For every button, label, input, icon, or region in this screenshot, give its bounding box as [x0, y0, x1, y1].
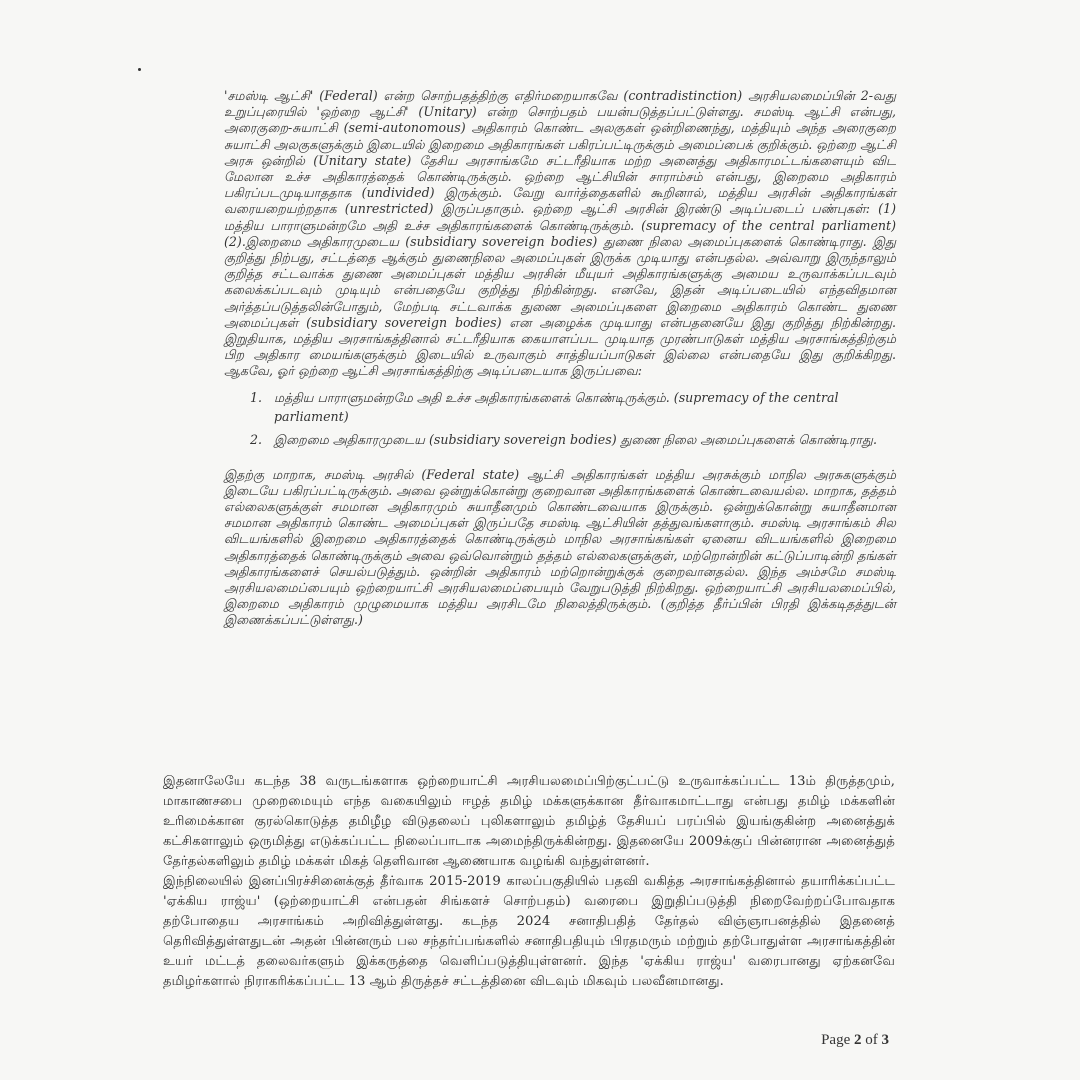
page-label: Page	[821, 1032, 851, 1048]
list-number: 1.	[250, 389, 263, 405]
list-number: 2.	[250, 431, 263, 447]
quote-paragraph-1: 'சமஸ்டி ஆட்சி' (Federal) என்ற சொற்பதத்திற்கு எதிர்மறையாகவே (contradistinction) அரசியலமைப்பின் 2-வது உறுப்புரையில் 'ஒற்றை ஆட்சி' (Unitary) என்ற சொற்பதம் பயன்படுத்தப்பட்டுள்ளது. சமஸ்டி ஆட்சி என்பது, அரைகுறை-சுயாட்சி (semi-autonomous) அதிகாரம் கொண்ட அலகுகள் ஒன்றிணைந்து, மத்தியும் அந்த அரைகுறை சுயாட்சி அலகுகளுக்கும் இடையில் இறைமை அதிகாரங்கள் பகிரப்பட்டிருக்கும் அமைப்பைக் குறிக்கும். ஒற்றை ஆட்சி அரசு ஒன்றில் (Unitary state) தேசிய அரசாங்கமே சட்டரீதியாக மற்ற அனைத்து அதிகாரமட்டங்களையும் விட மேலான உச்ச அதிகாரத்தைக் கொண்டிருக்கும். ஒற்றை ஆட்சியின் சாராம்சம் என்பது, இறைமை அதிகாரம் பகிரப்படமுடியாததாக (undivided) இருக்கும். வேறு வார்த்தைகளில் கூறினால், மத்திய அரசின் அதிகாரங்கள் வரையறையற்றதாக (unrestricted) இருப்பதாகும். ஒற்றை ஆட்சி அரசின் இரண்டு அடிப்படைப் பண்புகள்: (1) மத்திய பாராளுமன்றமே அதி உச்ச அதிகாரங்களைக் கொண்டிருக்கும். (supremacy of the central parliament) (2).இறைமை அதிகாரமுடைய (subsidiary sovereign bodies) துணை நிலை அமைப்புகளைக் கொண்டிராது. இது குறித்து நிற்பது, சட்டத்தை ஆக்கும் துணைநிலை அமைப்புகள் இருக்க முடியாது என்பதல்ல. அவ்வாறு இருந்தாலும் குறித்த சட்டவாக்க துணை அமைப்புகள் மத்திய அரசின் மீயுயர் அதிகாரங்களுக்கு அமைய உருவாக்கப்படவும் கலைக்கப்படவும் முடியும் என்பதையே குறித்து நிற்கின்றது. எனவே, இதன் அடிப்படையில் எந்தவிதமான அர்த்தப்படுத்தலின்போதும், மேற்படி சட்டவாக்க துணை அமைப்புகளை இறைமை அதிகாரம் கொண்ட துணை அமைப்புகள் (subsidiary sovereign bodies) என அழைக்க முடியாது என்பதனையே இது குறித்து நிற்கின்றது. இறுதியாக, மத்திய அரசாங்கத்தினால் சட்டரீதியாக கையாளப்பட முடியாத முரண்பாடுகள் மத்திய அரசாங்கத்திற்கும் பிற அதிகார மையங்களுக்கும் இடையில் உருவாகும் சாத்தியப்பாடுகள் இல்லை என்பதையே இது குறிக்கிறது. ஆகவே, ஓர் ஒற்றை ஆட்சி அரசாங்கத்திற்கு அடிப்படையாக இருப்பவை:	[224, 88, 896, 379]
quote-list	[224, 388, 896, 449]
quoted-block	[224, 88, 896, 629]
body-paragraph-a	[163, 772, 895, 872]
list-text: இறைமை அதிகாரமுடைய (subsidiary sovereign bodies) துணை நிலை அமைப்புகளைக் கொண்டிராது.	[274, 431, 877, 447]
page-number	[821, 1032, 889, 1049]
list-text: மத்திய பாராளுமன்றமே அதி உச்ச அதிகாரங்களைக் கொண்டிருக்கும். (supremacy of the central parliament)	[274, 389, 839, 424]
page-total: 3	[881, 1032, 889, 1048]
page-of: of	[865, 1032, 878, 1048]
quote-paragraph-2: இதற்கு மாறாக, சமஸ்டி அரசில் (Federal state) ஆட்சி அதிகாரங்கள் மத்திய அரசுக்கும் மாநில அரசுகளுக்கும் இடையே பகிரப்பட்டிருக்கும். அவை ஒன்றுக்கொன்று குறைவான அதிகாரங்களைக் கொண்டவையல்ல. மாறாக, தத்தம் எல்லைகளுக்குள் சமமான அதிகாரமும் சுயாதீனமும் கொண்டவையாக இருக்கும். ஒன்றுக்கொன்று சுயாதீனமான சமமான அதிகாரம் கொண்ட அமைப்புகள் இருப்பதே சமஸ்டி ஆட்சியின் தத்துவங்களாகும். சமஸ்டி அரசாங்கம் சில விடயங்களில் இறைமை அதிகாரத்தைக் கொண்டிருக்கும் மாநில அரசாங்கங்கள் ஏனைய விடயங்களில் இறைமை அதிகாரத்தைக் கொண்டிருக்கும் அவை ஒவ்வொன்றும் தத்தம் எல்லைகளுக்குள், மற்றொன்றின் கட்டுப்பாடின்றி தங்கள் அதிகாரங்களைச் செயல்படுத்தும். ஒன்றின் அதிகாரம் மற்றொன்றுக்குக் குறைவானதல்ல. இந்த அம்சமே சமஸ்டி அரசியலமைப்பையும் ஒற்றையாட்சி அரசியலமைப்பையும் வேறுபடுத்தி நிற்கிறது. ஒற்றையாட்சி அரசியலமைப்பில், இறைமை அதிகாரம் முழுமையாக மத்திய அரசிடமே நிலைத்திருக்கும். (குறித்த தீர்ப்பின் பிரதி இக்கடிதத்துடன் இணைக்கப்பட்டுள்ளது.)	[224, 466, 896, 628]
list-item	[250, 430, 896, 449]
paragraph-text: இந்நிலையில் இனப்பிரச்சினைக்குத் தீர்வாக 2015-2019 காலப்பகுதியில் பதவி வகித்த அரசாங்கத்தினால் தயாரிக்கப்பட்ட 'ஏக்கிய ராஜ்ய' (ஒற்றையாட்சி என்பதன் சிங்களச் சொற்பதம்) வரைபை இறுதிப்படுத்தி நிறைவேற்றப்போவதாக தற்போதைய அரசாங்கம் அறிவித்துள்ளது. கடந்த 2024 சனாதிபதித் தேர்தல் விஞ்ஞாபனத்தில் இதனைத் தெரிவித்துள்ளதுடன் அதன் பின்னரும் பல சந்தர்ப்பங்களில் சனாதிபதியும் பிரதமரும் மற்றும் தற்போதுள்ள அரசாங்கத்தின் உயர் மட்டத் தலைவர்களும் இக்கருத்தை வெளிப்படுத்தியுள்ளனர். இந்த 'ஏக்கிய ராஜ்ய' வரைபானது ஏற்கனவே தமிழர்களால் நிராகரிக்கப்பட்ட 13 ஆம் திருத்தச் சட்டத்தினை விடவும் மிகவும் பலவீனமானது.	[163, 874, 895, 989]
list-item	[250, 388, 896, 426]
body-paragraph-b	[163, 872, 895, 992]
page-current: 2	[854, 1032, 862, 1048]
paragraph-text: இதனாலேயே கடந்த 38 வருடங்களாக ஒற்றையாட்சி அரசியலமைப்பிற்குட்பட்டு உருவாக்கப்பட்ட 13ம் திருத்தமும், மாகாணசபை முறைமையும் எந்த வகையிலும் ஈழத் தமிழ் மக்களுக்கான தீர்வாகமாட்டாது என்பது தமிழ் மக்களின் உரிமைக்கான குரல்கொடுத்த தமிழீழ விடுதலைப் புலிகளாலும் தமிழ்த் தேசியப் பரப்பில் இயங்குகின்ற அனைத்துக் கட்சிகளாலும் ஒருமித்து எடுக்கப்பட்ட நிலைப்பாடாக அமைந்திருக்கின்றது. இதனையே 2009க்குப் பின்னரான அனைத்துத் தேர்தல்களிலும் தமிழ் மக்கள் மிகத் தெளிவான ஆணையாக வழங்கி வந்துள்ளனர்.	[163, 774, 895, 869]
speck-mark	[138, 68, 141, 71]
